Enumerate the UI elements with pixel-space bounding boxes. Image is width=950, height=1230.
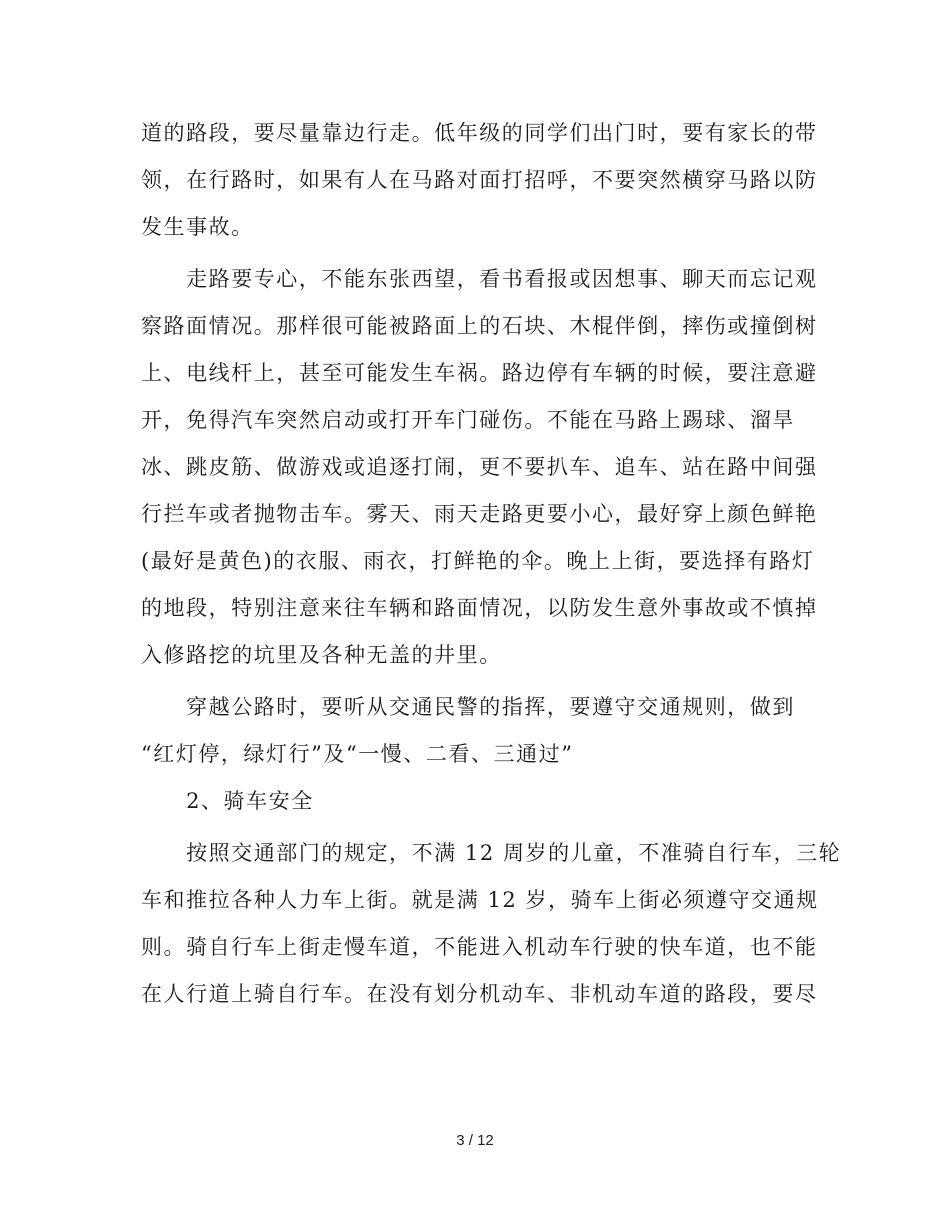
- text-line: (最好是黄色)的衣服、雨衣，打鲜艳的伞。晚上上街，要选择有路灯: [141, 549, 815, 573]
- text-line: 冰、跳皮筋、做游戏或追逐打闹，更不要扒车、追车、站在路中间强: [141, 455, 818, 479]
- text-line: 按照交通部门的规定，不满 12 周岁的儿童，不准骑自行车，三轮: [141, 841, 842, 865]
- text-line: 的地段，特别注意来往车辆和路面情况，以防发生意外事故或不慎掉: [141, 596, 818, 620]
- text-line: 走路要专心，不能东张西望，看书看报或因想事、聊天而忘记观: [141, 267, 818, 291]
- text-line: 上、电线杆上，甚至可能发生车祸。路边停有车辆的时候，要注意避: [141, 361, 818, 385]
- text-line: 入修路挖的坑里及各种无盖的井里。: [141, 643, 502, 667]
- text-line: 发生事故。: [141, 215, 254, 239]
- text-line: 开，免得汽车突然启动或打开车门碰伤。不能在马路上踢球、溜旱: [141, 408, 795, 432]
- section-heading: 2、骑车安全: [141, 789, 314, 813]
- text-line: 道的路段，要尽量靠边行走。低年级的同学们出门时，要有家长的带: [141, 121, 818, 145]
- text-line: 行拦车或者抛物击车。雾天、雨天走路更要小心，最好穿上颜色鲜艳: [141, 502, 818, 526]
- text-line: 车和推拉各种人力车上街。就是满 12 岁，骑车上街必须遵守交通规: [141, 888, 819, 912]
- text-line: 穿越公路时，要听从交通民警的指挥，要遵守交通规则，做到: [141, 695, 795, 719]
- page-number: 3 / 12: [456, 1132, 494, 1149]
- text-line: 在人行道上骑自行车。在没有划分机动车、非机动车道的路段，要尽: [141, 982, 818, 1006]
- text-line: 领，在行路时，如果有人在马路对面打招呼，不要突然横穿马路以防: [141, 168, 818, 192]
- text-line: 察路面情况。那样很可能被路面上的石块、木棍伴倒，摔伤或撞倒树: [141, 314, 818, 338]
- text-line: “红灯停，绿灯行”及“一慢、二看、三通过”: [141, 742, 574, 766]
- text-line: 则。骑自行车上街走慢车道，不能进入机动车行驶的快车道，也不能: [141, 935, 818, 959]
